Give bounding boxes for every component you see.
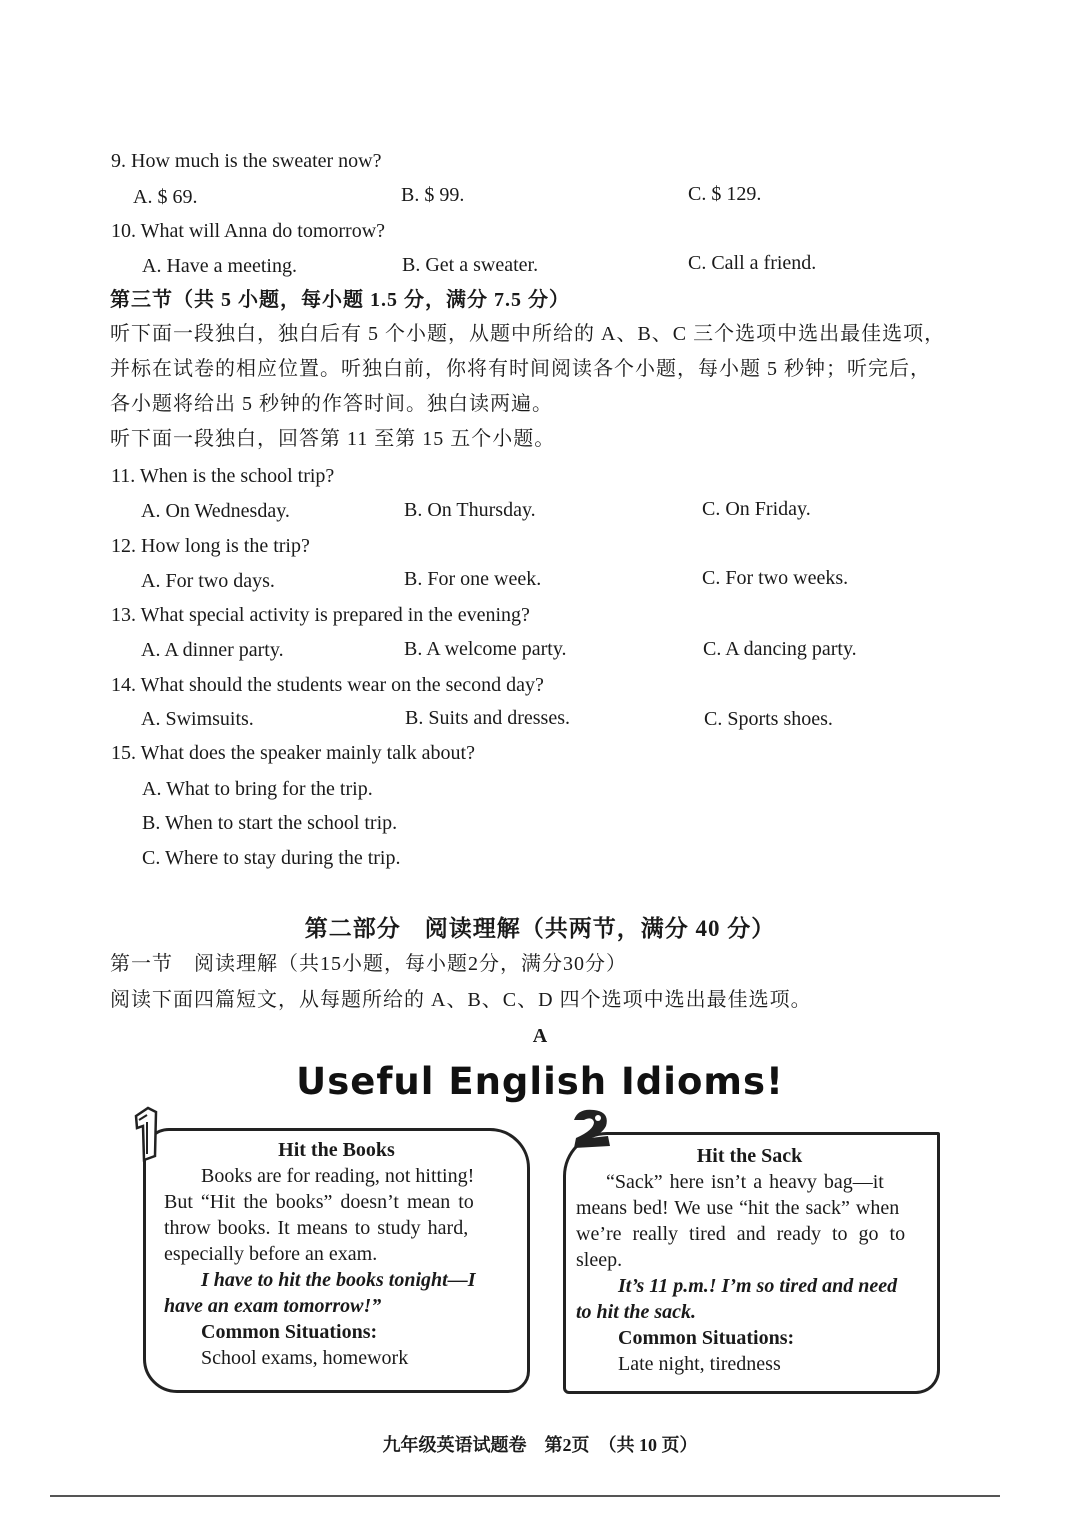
option-14c: C. Sports shoes. bbox=[704, 708, 833, 730]
idiom-card-1-example2: have an exam tomorrow!” bbox=[164, 1295, 382, 1317]
number-two-icon bbox=[568, 1106, 618, 1150]
section3-instruction-3: 各小题将给出 5 秒钟的作答时间。独白读两遍。 bbox=[110, 393, 553, 415]
question-13: 13. What special activity is prepared in the evening? bbox=[111, 604, 530, 626]
option-13b: B. A welcome party. bbox=[404, 638, 567, 660]
option-13a: A. A dinner party. bbox=[141, 639, 284, 661]
idiom-card-2-example1: It’s 11 p.m.! I’m so tired and need bbox=[618, 1275, 898, 1297]
option-10a: A. Have a meeting. bbox=[142, 255, 297, 277]
idiom-card-1-line2: But “Hit the books” doesn’t mean to bbox=[164, 1191, 474, 1213]
question-9: 9. How much is the sweater now? bbox=[111, 150, 382, 172]
section3-instruction-4: 听下面一段独白，回答第 11 至第 15 五个小题。 bbox=[110, 428, 556, 450]
idiom-card-1-line3: throw books. It means to study hard, bbox=[164, 1217, 469, 1239]
option-10c: C. Call a friend. bbox=[688, 252, 817, 274]
idiom-card-1-example1: I have to hit the books tonight—I bbox=[201, 1269, 476, 1291]
idiom-card-1-line1: Books are for reading, not hitting! bbox=[201, 1165, 475, 1187]
idiom-card-1-heading: Hit the Books bbox=[278, 1139, 395, 1161]
footer-rule bbox=[50, 1495, 1000, 1497]
idiom-card-2 bbox=[563, 1132, 940, 1394]
section3-instruction-1: 听下面一段独白，独白后有 5 个小题，从题中所给的 A、B、C 三个选项中选出最佳选项， bbox=[110, 323, 946, 345]
option-9c: C. $ 129. bbox=[688, 183, 762, 205]
option-15a: A. What to bring for the trip. bbox=[142, 778, 373, 800]
idiom-card-2-line2: means bed! We use “hit the sack” when bbox=[576, 1197, 900, 1219]
option-15c: C. Where to stay during the trip. bbox=[142, 847, 401, 869]
question-12: 12. How long is the trip? bbox=[111, 535, 310, 557]
part2-section1-heading: 第一节 阅读理解（共15小题，每小题2分，满分30分） bbox=[110, 953, 627, 975]
idiom-card-1-situations: School exams, homework bbox=[201, 1347, 409, 1369]
section3-heading: 第三节（共 5 小题，每小题 1.5 分，满分 7.5 分） bbox=[110, 289, 570, 311]
option-15b: B. When to start the school trip. bbox=[142, 812, 398, 834]
page-footer: 九年级英语试题卷 第2页 （共 10 页） bbox=[382, 1435, 698, 1455]
idiom-card-1-situations-label: Common Situations: bbox=[201, 1321, 378, 1343]
part2-heading: 第二部分 阅读理解（共两节，满分 40 分） bbox=[304, 916, 776, 941]
part2-instruction: 阅读下面四篇短文，从每题所给的 A、B、C、D 四个选项中选出最佳选项。 bbox=[110, 989, 812, 1011]
option-12c: C. For two weeks. bbox=[702, 567, 849, 589]
option-9b: B. $ 99. bbox=[401, 184, 465, 206]
question-11: 11. When is the school trip? bbox=[111, 465, 335, 487]
idiom-card-2-line3: we’re really tired and ready to go to bbox=[576, 1223, 906, 1245]
question-14: 14. What should the students wear on the second day? bbox=[111, 674, 544, 696]
idiom-card-2-situations-label: Common Situations: bbox=[618, 1327, 795, 1349]
number-one-icon bbox=[128, 1106, 168, 1162]
option-13c: C. A dancing party. bbox=[703, 638, 857, 660]
option-11b: B. On Thursday. bbox=[404, 499, 536, 521]
section3-instruction-2: 并标在试卷的相应位置。听独白前，你将有时间阅读各个小题，每小题 5 秒钟；听完后， bbox=[110, 358, 931, 380]
idiom-card-2-line1: “Sack” here isn’t a heavy bag—it bbox=[606, 1171, 884, 1193]
question-15: 15. What does the speaker mainly talk about? bbox=[111, 742, 475, 764]
option-11c: C. On Friday. bbox=[702, 498, 811, 520]
option-12b: B. For one week. bbox=[404, 568, 542, 590]
option-14a: A. Swimsuits. bbox=[141, 708, 254, 730]
idiom-card-2-situations: Late night, tiredness bbox=[618, 1353, 781, 1375]
question-10: 10. What will Anna do tomorrow? bbox=[111, 220, 386, 242]
passage-label: A bbox=[532, 1025, 548, 1047]
idiom-card-1-line4: especially before an exam. bbox=[164, 1243, 378, 1265]
idiom-card-1 bbox=[143, 1128, 530, 1393]
idiom-card-2-example2: to hit the sack. bbox=[576, 1301, 697, 1323]
option-11a: A. On Wednesday. bbox=[141, 500, 290, 522]
option-12a: A. For two days. bbox=[141, 570, 275, 592]
idioms-title: Useful English Idioms! bbox=[296, 1060, 784, 1103]
option-9a: A. $ 69. bbox=[133, 186, 198, 208]
option-10b: B. Get a sweater. bbox=[402, 254, 539, 276]
option-14b: B. Suits and dresses. bbox=[405, 707, 570, 729]
idiom-card-2-line4: sleep. bbox=[576, 1249, 623, 1271]
idiom-card-2-heading: Hit the Sack bbox=[696, 1145, 803, 1167]
